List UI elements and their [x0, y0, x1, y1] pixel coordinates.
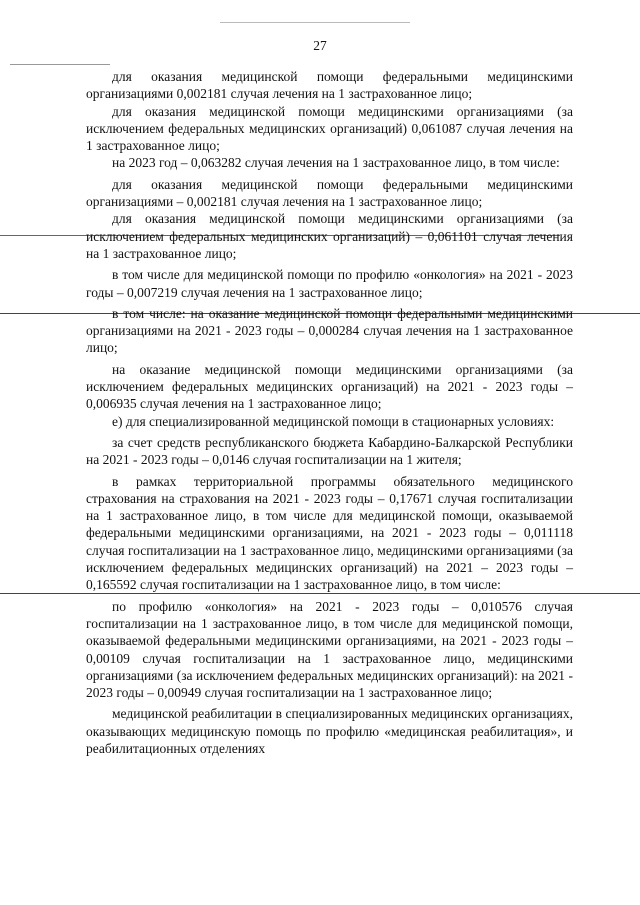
- paragraph: для оказания медицинской помощи медицинскими организациями (за исключением федеральных медицинских организаций) 0,061087 случая лечения на 1 застрахованное лицо;: [86, 103, 573, 154]
- paragraph: на 2023 год – 0,063282 случая лечения на 1 застрахованное лицо, в том числе:: [112, 155, 560, 171]
- scan-artifact-top: [220, 22, 410, 23]
- paragraph: по профилю «онкология» на 2021 - 2023 годы – 0,010576 случая госпитализации на 1 застрахованное лицо, в том числе для медицинской помощи, оказываемой федеральными медицинскими организациями, на 2021 - 2023 годы – 0,00109 случая госпитализации на 1 застрахованное лицо, медицинскими организациями (за исключением федеральных медицинских организаций): на 2021 - 2023 годы – 0,00949 случая госпитализации на 1 застрахованное лицо;: [86, 598, 573, 701]
- paragraph: для оказания медицинской помощи федеральными медицинскими организациями 0,002181 случая лечения на 1 застрахованное лицо;: [86, 69, 573, 102]
- paragraph: в том числе: на оказание медицинской помощи федеральными медицинскими организациями на 2021 - 2023 годы – 0,000284 случая лечения на 1 застрахованное лицо;: [86, 305, 573, 356]
- paragraph: в рамках территориальной программы обязательного медицинского страхования на страхования на 2021 - 2023 годы – 0,17671 случая госпитализации на 1 застрахованное лицо, в том числе для медицинской помощи, оказываемой федеральными медицинскими организациями, на 2021 - 2023 годы – 0,011118 случая госпитализации на 1 застрахованное лицо, медицинскими организациями (за исключением федеральных медицинских организаций) на 2021 – 2023 годы – 0,165592 случая госпитализации на 1 застрахованное лицо, в том числе:: [86, 473, 573, 593]
- scan-artifact-left: [10, 64, 110, 65]
- paragraph: е) для специализированной медицинской помощи в стационарных условиях:: [112, 413, 555, 429]
- paragraph: на оказание медицинской помощи медицинскими организациями (за исключением федеральных медицинских организаций) на 2021 - 2023 годы – 0,006935 случая лечения на 1 застрахованное лицо;: [86, 361, 573, 412]
- paragraph: для оказания медицинской помощи федеральными медицинскими организациями – 0,002181 случая лечения на 1 застрахованное лицо;: [86, 176, 573, 210]
- paragraph: медицинской реабилитации в специализированных медицинских организациях, оказывающих медицинскую помощь по профилю «медицинская реабилитация», и реабилитационных отделениях: [86, 706, 573, 756]
- paragraph: за счет средств республиканского бюджета Кабардино-Балкарской Республики на 2021 - 2023 годы – 0,0146 случая госпитализации на 1 жителя;: [86, 434, 573, 468]
- paragraph: в том числе для медицинской помощи по профилю «онкология» на 2021 - 2023 годы – 0,007219 случая лечения на 1 застрахованное лицо;: [86, 267, 573, 300]
- document-body: [86, 68, 573, 757]
- page-number: 27: [313, 38, 327, 53]
- paragraph: для оказания медицинской помощи медицинскими организациями (за исключением федеральных медицинских организаций) – 0,061101 случая лечения на 1 застрахованное лицо;: [86, 211, 573, 261]
